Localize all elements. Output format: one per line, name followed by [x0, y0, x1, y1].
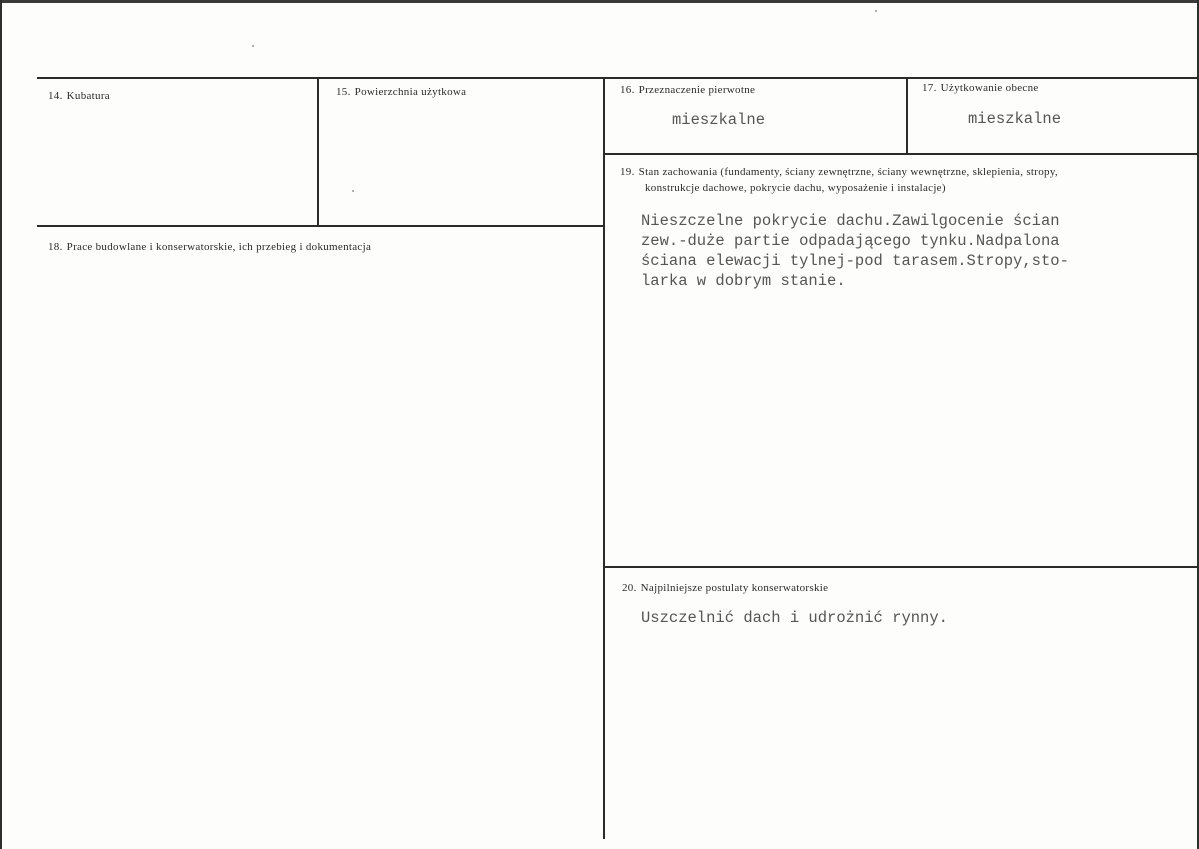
divider-left-right: [603, 77, 605, 839]
field-14-number: 14.: [48, 90, 63, 102]
field-20-number: 20.: [622, 582, 637, 594]
field-14-label: [48, 89, 110, 104]
field-15-title: Powierzchnia użytkowa: [354, 86, 467, 98]
field-18-label: [48, 240, 371, 255]
rule-under-14-15: [37, 225, 605, 227]
left-edge: [0, 0, 2, 849]
field-16-title: Przeznaczenie pierwotne: [638, 84, 756, 96]
field-18-number: 18.: [48, 241, 63, 253]
field-19-title: Stan zachowania (fundamenty, ściany zewnętrzne, ściany wewnętrzne, sklepienia, stropy,: [638, 166, 1058, 178]
field-19-label-line1: [620, 165, 1058, 180]
field-17-value: mieszkalne: [968, 110, 1062, 128]
rule-under-16-17: [603, 153, 1199, 155]
field-17-number: 17.: [922, 82, 937, 94]
field-20-label: [622, 581, 828, 596]
field-19-value-line: Nieszczelne pokrycie dachu.Zawilgocenie ścian: [641, 212, 1060, 230]
field-19-label-line2: konstrukcje dachowe, pokrycie dachu, wyposażenie i instalacje): [645, 182, 946, 194]
field-19-value-line: ściana elewacji tylnej-pod tarasem.Stropy,sto-: [641, 252, 1069, 270]
field-19-value-line: zew.-duże partie odpadającego tynku.Nadpalona: [641, 232, 1060, 250]
field-17-title: Użytkowanie obecne: [940, 82, 1039, 94]
paper-speck: [875, 10, 877, 12]
paper-speck: [352, 190, 354, 192]
field-19-value-line: larka w dobrym stanie.: [641, 272, 846, 290]
field-16-number: 16.: [620, 84, 635, 96]
field-17-label: [922, 81, 1039, 96]
divider-14-15: [317, 77, 319, 227]
field-14-title: Kubatura: [66, 90, 110, 102]
field-20-value: Uszczelnić dach i udrożnić rynny.: [641, 609, 948, 627]
top-edge: [0, 0, 1199, 3]
divider-16-17: [906, 77, 908, 155]
field-19-number: 19.: [620, 166, 635, 178]
top-rule: [37, 77, 1199, 79]
field-16-value: mieszkalne: [672, 111, 766, 129]
paper-speck: [252, 45, 254, 47]
field-16-label: [620, 83, 755, 98]
field-15-number: 15.: [336, 86, 351, 98]
field-18-title: Prace budowlane i konserwatorskie, ich przebieg i dokumentacja: [66, 241, 372, 253]
field-15-label: [336, 85, 466, 100]
field-20-title: Najpilniejsze postulaty konserwatorskie: [640, 582, 829, 594]
rule-under-19: [603, 566, 1199, 568]
